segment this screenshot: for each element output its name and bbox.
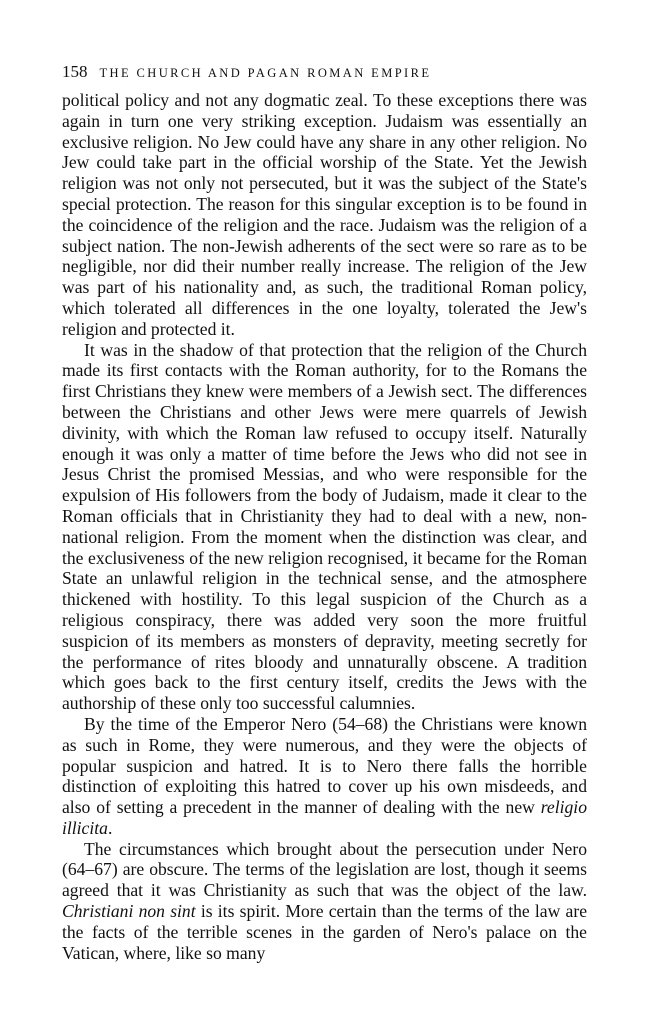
paragraph-3-end: . <box>107 817 113 838</box>
book-page <box>62 62 587 963</box>
paragraph-2: It was in the shadow of that protection that the religion of the Church made its first contacts with the Roman authority, for to the Romans the first Christians they knew were members of a Jewish sect. The differences between the Christians and other Jews were mere quarrels of Jewish divinity, with which the Roman law refused to occupy itself. Naturally enough it was only a matter of time before the Jews who did not see in Jesus Christ the promised Messias, and who were responsible for the expulsion of His followers from the body of Judaism, made it clear to the Roman officials that in Christianity they had to deal with a new, non-national religion. From the moment when the distinction was clear, and the exclusiveness of the new religion recognised, it became for the Roman State an unlawful religion in the technical sense, and the atmosphere thickened with hostility. To this legal suspicion of the Church as a religious conspiracy, there was added very soon the more fruitful suspicion of its members as monsters of depravity, meeting secretly for the performance of rites bloody and unnaturally obscene. A tradition which goes back to the first century itself, credits the Jews with the authorship of these only too successful calumnies. <box>62 339 587 714</box>
paragraph-4-end: is its spirit. More certain than the terms of the law are the facts of the terrible scenes in the garden of Nero's palace on the Vatican, where, like so many <box>62 901 588 963</box>
paragraph-3 <box>62 714 587 839</box>
paragraph-4 <box>62 839 587 964</box>
paragraph-1: political policy and not any dogmatic zeal. To these exceptions there was again in turn one very striking exception. Judaism was essentially an exclusive religion. No Jew could have any share in any other religion. No Jew could take part in the official worship of the State. Yet the Jewish religion was not only not persecuted, but it was the subject of the State's special protection. The reason for this singular exception is to be found in the coincidence of the religion and the race. Judaism was the religion of a subject nation. The non-Jewish adherents of the sect were so rare as to be negligible, nor did their number really increase. The religion of the Jew was part of his nationality and, as such, the traditional Roman policy, which tolerated all differences in the one loyalty, tolerated the Jew's religion and protected it. <box>62 90 587 339</box>
page-number: 158 <box>62 62 88 81</box>
paragraph-4-italic-phrase: Christiani non sint <box>62 901 196 922</box>
paragraph-3-italic-term: religio illicita <box>62 797 587 838</box>
body-text <box>62 90 587 963</box>
running-head <box>62 62 587 86</box>
paragraph-4-text: The circumstances which brought about the persecution under Nero (64–67) are obscure. The terms of the legislation are lost, though it seems agreed that it was Christianity as such that was the object of the law. <box>62 838 587 901</box>
paragraph-3-text: By the time of the Emperor Nero (54–68) the Christians were known as such in Rome, they were numerous, and they were the objects of popular suspicion and hatred. It is to Nero there falls the horrible distinction of exploiting this hatred to cover up his own misdeeds, and also of setting a precedent in the manner of dealing with the new <box>62 713 587 818</box>
running-title: THE CHURCH AND PAGAN ROMAN EMPIRE <box>99 66 432 80</box>
